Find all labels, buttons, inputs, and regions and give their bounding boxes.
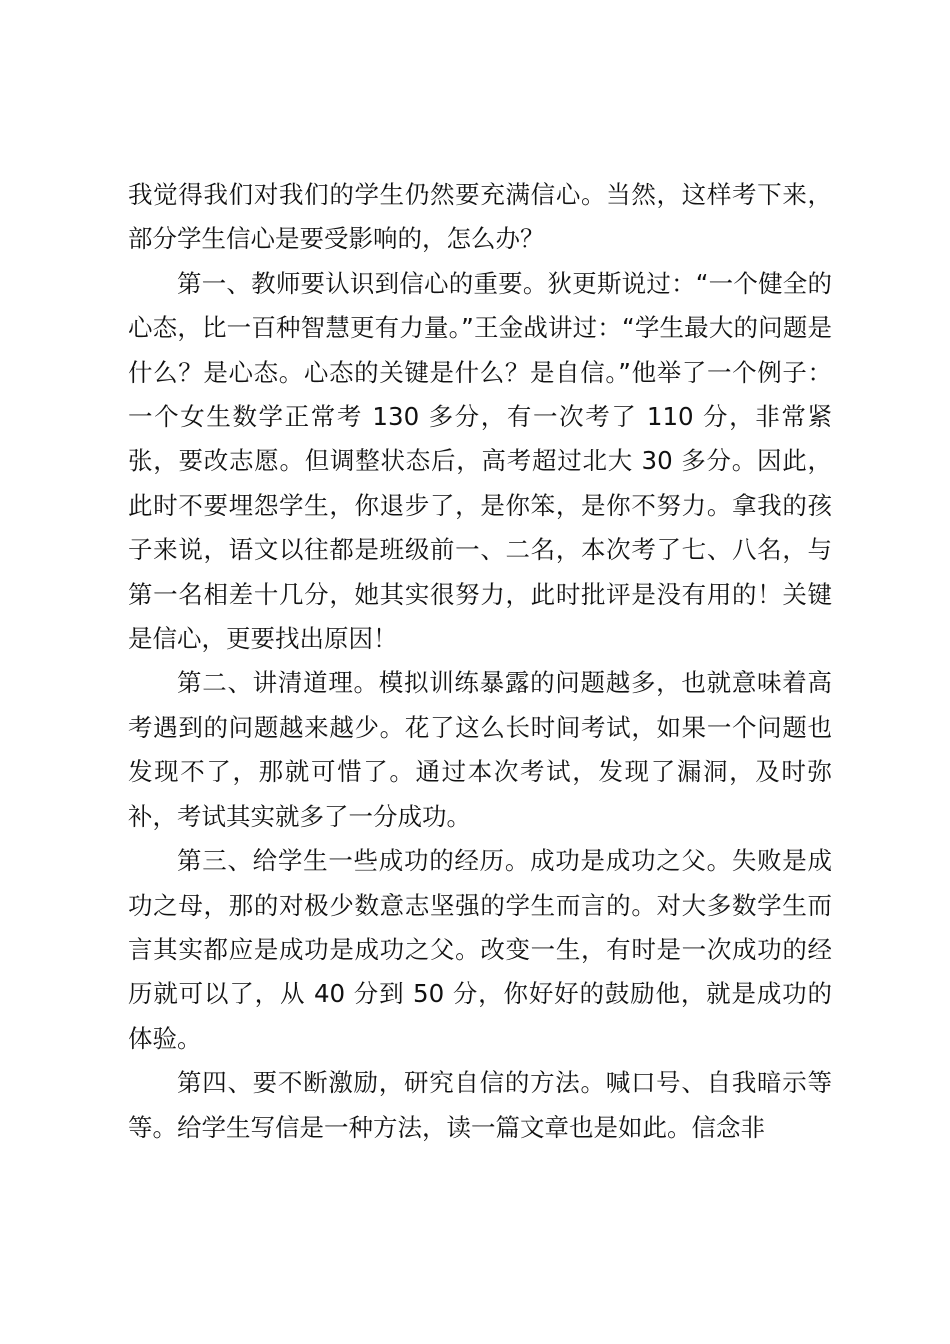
- paragraph-intro: 我觉得我们对我们的学生仍然要充满信心。当然，这样考下来，部分学生信心是要受影响的，怎么办？: [128, 180, 832, 254]
- document-body: [128, 173, 832, 1150]
- paragraph-point-one: 第一、教师要认识到信心的重要。狄更斯说过：“一个健全的心态，比一百种智慧更有力量。”王金战讲过：“学生最大的问题是什么？是心态。心态的关键是什么？是自信。”他举了一个例子：一个女生数学正常考 130 多分，有一次考了 110 分，非常紧张，要改志愿。但调整状态后，高考超过北大 30 多分。因此，此时不要埋怨学生，你退步了，是你笨，是你不努力。拿我的孩子来说，语文以往都是班级前一、二名，本次考了七、八名，与第一名相差十几分，她其实很努力，此时批评是没有用的！关键是信心，更要找出原因！: [128, 268, 832, 654]
- paragraph-point-four: 第四、要不断激励，研究自信的方法。喊口号、自我暗示等等。给学生写信是一种方法，读一篇文章也是如此。信念非: [128, 1068, 832, 1142]
- paragraph-point-two: 第二、讲清道理。模拟训练暴露的问题越多，也就意味着高考遇到的问题越来越少。花了这么长时间考试，如果一个问题也发现不了，那就可惜了。通过本次考试，发现了漏洞，及时弥补，考试其实就多了一分成功。: [128, 668, 832, 831]
- paragraph-point-three: 第三、给学生一些成功的经历。成功是成功之父。失败是成功之母，那的对极少数意志坚强的学生而言的。对大多数学生而言其实都应是成功是成功之父。改变一生，有时是一次成功的经历就可以了，从 40 分到 50 分，你好好的鼓励他，就是成功的体验。: [128, 846, 832, 1053]
